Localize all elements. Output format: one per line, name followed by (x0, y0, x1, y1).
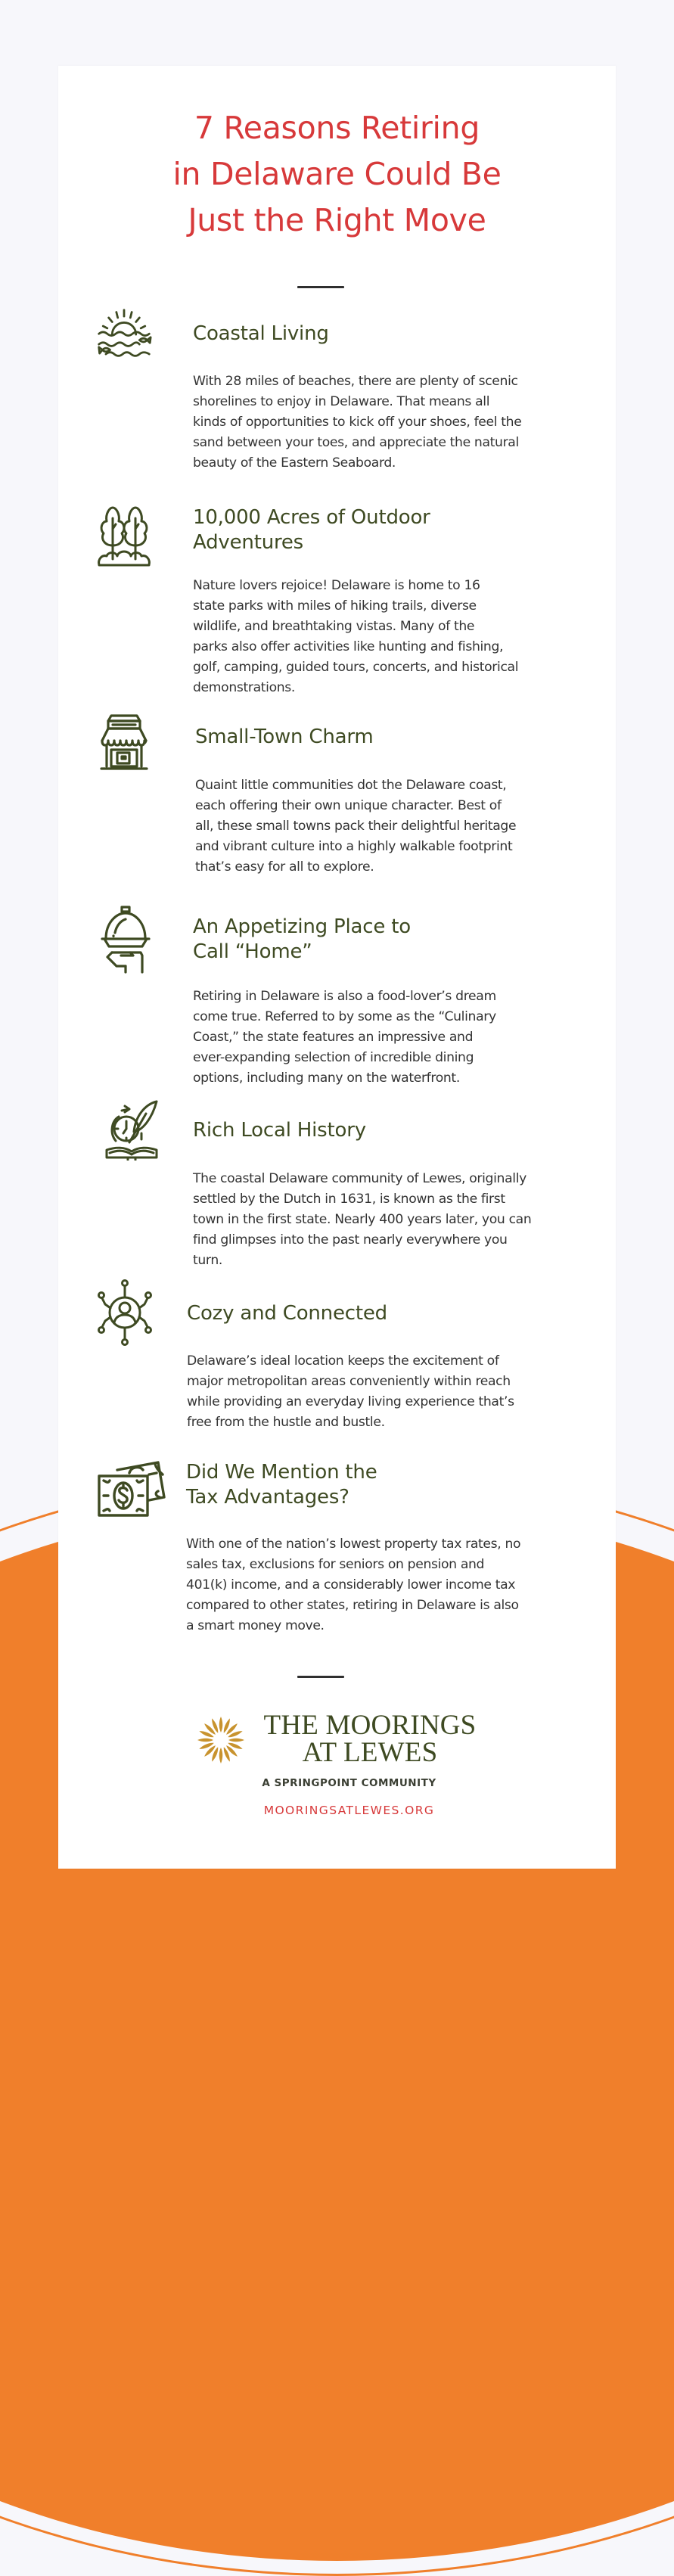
body-line: Quaint little communities dot the Delaware coast, (195, 778, 507, 793)
body-line: beauty of the Eastern Seaboard. (193, 455, 396, 471)
website-link[interactable]: MOORINGSATLEWES.ORG (263, 1804, 435, 1817)
body-line: and vibrant culture into a highly walkable footprint (195, 839, 513, 854)
history-clock-quill-book-icon (104, 1100, 160, 1161)
reason-body (186, 1534, 579, 1636)
heading-line: Call “Home” (193, 940, 312, 963)
body-line: Coast,” the state features an impressive and (193, 1030, 474, 1045)
body-line: Retiring in Delaware is also a food-lover’s dream (193, 989, 496, 1004)
body-line: The coastal Delaware community of Lewes, originally (193, 1171, 526, 1186)
title-divider (297, 286, 344, 288)
reason-body (193, 987, 586, 1089)
network-person-icon (96, 1279, 154, 1347)
body-line: sales tax, exclusions for seniors on pension and (186, 1557, 485, 1572)
body-line: sand between your toes, and appreciate the natural (193, 435, 519, 450)
body-line: kinds of opportunities to kick off your shoes, feel the (193, 415, 522, 430)
heading-line: Coastal Living (193, 322, 329, 345)
body-line: state parks with miles of hiking trails, diverse (193, 598, 477, 614)
body-line: major metropolitan areas conveniently within reach (187, 1374, 511, 1389)
body-line: all, these small towns pack their delightful heritage (195, 819, 517, 834)
body-line: shorelines to enjoy in Delaware. That means all (193, 394, 490, 409)
heading-line: Did We Mention the (186, 1461, 377, 1484)
infographic-card (58, 66, 616, 1869)
reason-heading (187, 1301, 387, 1326)
footer-divider (297, 1676, 344, 1678)
reason-heading (193, 505, 430, 555)
title-line: Just the Right Move (188, 202, 486, 238)
heading-line: Cozy and Connected (187, 1302, 387, 1325)
reason-body (193, 371, 586, 474)
title-line: 7 Reasons Retiring (194, 110, 480, 146)
body-line: a smart money move. (186, 1618, 325, 1633)
reason-heading (193, 322, 329, 346)
reason-heading (193, 915, 411, 965)
heading-line: Rich Local History (193, 1119, 366, 1142)
reason-heading (195, 725, 374, 750)
title-line: in Delaware Could Be (172, 156, 502, 192)
reason-body (195, 775, 589, 878)
logo-name-line: AT LEWES (302, 1737, 438, 1768)
body-line: town in the first state. Nearly 400 years later, you can (193, 1212, 532, 1227)
sunburst-logo-icon (196, 1715, 246, 1765)
page-title (58, 105, 616, 244)
reason-heading (193, 1118, 366, 1143)
trees-bushes-icon (96, 503, 152, 568)
body-line: golf, camping, guided tours, concerts, and historical (193, 660, 519, 675)
body-line: find glimpses into the past nearly everywhere you (193, 1232, 508, 1248)
logo-wordmark (256, 1712, 483, 1767)
body-line: wildlife, and breathtaking vistas. Many of the (193, 619, 475, 634)
reason-heading (186, 1460, 377, 1510)
body-line: With one of the nation’s lowest property tax rates, no (186, 1537, 521, 1552)
logo-tagline: A SPRINGPOINT COMMUNITY (262, 1777, 436, 1789)
body-line: turn. (193, 1253, 223, 1268)
body-line: options, including many on the waterfront. (193, 1070, 460, 1086)
body-line: compared to other states, retiring in Delaware is also (186, 1598, 519, 1613)
heading-line: Tax Advantages? (186, 1486, 349, 1509)
reason-body (187, 1351, 580, 1433)
body-line: With 28 miles of beaches, there are plenty of scenic (193, 374, 518, 389)
money-bills-icon (96, 1458, 169, 1518)
body-line: parks also offer activities like hunting and fishing, (193, 639, 504, 654)
reason-body (193, 1169, 586, 1271)
body-line: settled by the Dutch in 1631, is known as the first (193, 1192, 505, 1207)
heading-line: An Appetizing Place to (193, 915, 411, 938)
heading-line: 10,000 Acres of Outdoor (193, 506, 430, 529)
logo-name-line: THE MOORINGS (263, 1710, 477, 1741)
serving-cloche-icon (100, 906, 151, 975)
heading-line: Small-Town Charm (195, 726, 374, 748)
body-line: 401(k) income, and a considerably lower income tax (186, 1577, 516, 1593)
body-line: that’s easy for all to explore. (195, 859, 374, 875)
heading-line: Adventures (193, 531, 304, 554)
body-line: demonstrations. (193, 680, 296, 695)
body-line: while providing an everyday living experience that’s (187, 1394, 514, 1409)
storefront-icon (99, 713, 149, 771)
sunset-waves-fish-icon (96, 308, 152, 364)
body-line: come true. Referred to by some as the “Culinary (193, 1009, 496, 1024)
reason-body (193, 576, 586, 698)
body-line: each offering their own unique character. Best of (195, 798, 502, 813)
body-line: ever-expanding selection of incredible dining (193, 1050, 474, 1065)
body-line: free from the hustle and bustle. (187, 1415, 385, 1430)
body-line: Nature lovers rejoice! Delaware is home to 16 (193, 578, 480, 593)
body-line: Delaware’s ideal location keeps the excitement of (187, 1353, 499, 1369)
